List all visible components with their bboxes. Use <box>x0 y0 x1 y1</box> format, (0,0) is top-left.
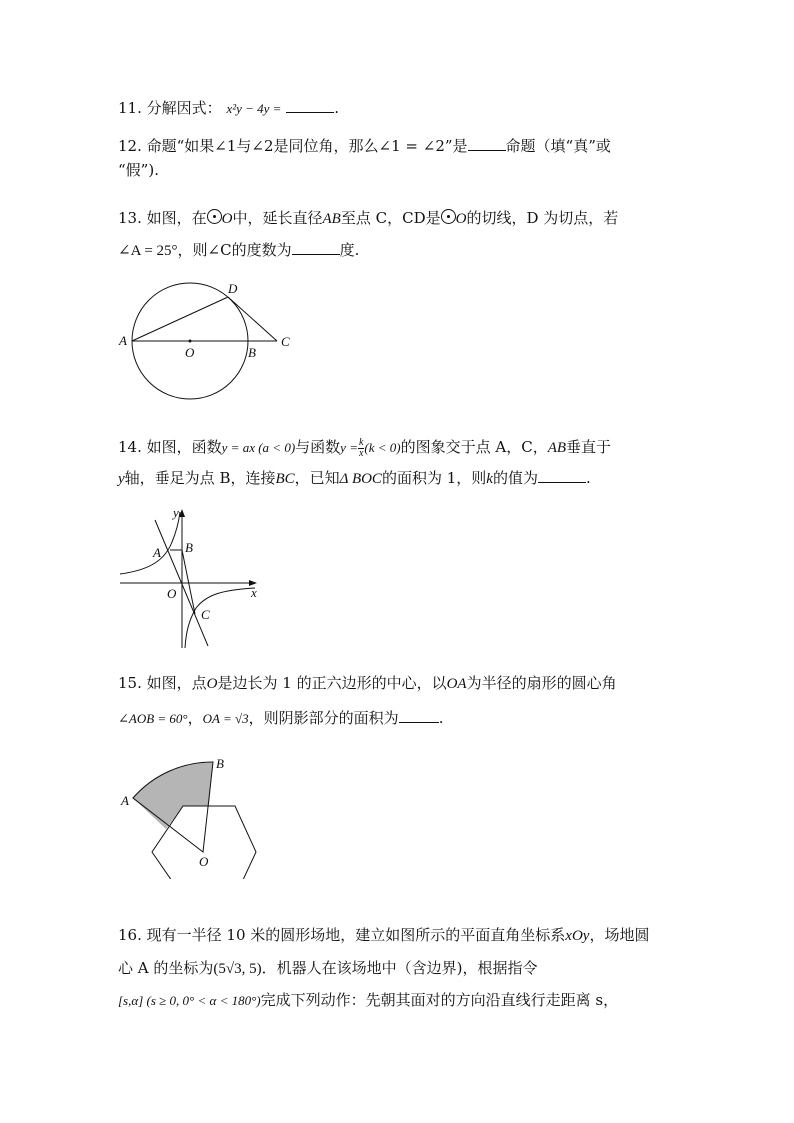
question-14-line2 <box>118 468 591 489</box>
question-text: 的图象交于点 A，C， <box>400 438 548 456</box>
math-expression: (k < 0) <box>364 440 401 455</box>
circle-symbol-icon <box>441 209 456 224</box>
math-expression: ∠AOB = 60° <box>118 711 188 726</box>
question-number: 16. <box>118 926 142 944</box>
fraction-denominator: x <box>358 447 364 459</box>
question-text: 至点 C，CD是 <box>340 209 441 227</box>
chord-ad <box>132 297 228 341</box>
question-text: ，则阴影部分的面积为 <box>248 709 399 727</box>
question-text: ， <box>187 709 203 727</box>
question-16-line3 <box>118 990 618 1011</box>
label-b: B <box>185 540 193 555</box>
hyperbola-branch-upper <box>120 512 180 574</box>
punctuation: . <box>585 469 591 487</box>
math-var: y <box>118 471 125 487</box>
label-d: D <box>228 281 238 296</box>
question-11 <box>118 98 339 119</box>
math-var: xOy <box>565 928 590 944</box>
question-text: ，则∠C的度数为 <box>177 241 292 259</box>
question-text: 垂直于 <box>566 438 612 456</box>
math-expression: y = ax (a < 0) <box>221 440 296 455</box>
math-var: BC <box>275 471 295 487</box>
label-y: y <box>173 505 179 520</box>
math-expression: (5√3, 5) <box>213 961 262 977</box>
segment-bc <box>182 550 195 614</box>
math-var: AB <box>322 211 341 227</box>
question-16 <box>118 925 649 946</box>
label-o: O <box>185 345 195 360</box>
answer-blank[interactable] <box>286 98 334 113</box>
question-text: 中，延长直径 <box>232 209 323 227</box>
question-text: 的面积为 1，则 <box>381 469 487 487</box>
answer-blank[interactable] <box>399 708 439 723</box>
question-number: 15. <box>118 674 142 692</box>
punctuation: . <box>334 99 340 117</box>
label-b: B <box>248 345 256 360</box>
question-13-line2 <box>118 240 359 261</box>
math-expression: Δ BOC <box>339 471 382 487</box>
tangent-dc <box>228 297 277 341</box>
hyperbola-branch-lower <box>185 588 255 648</box>
math-expression: x²y − 4y = <box>226 101 282 116</box>
label-a: A <box>153 545 161 560</box>
question-text: ．机器人在该场地中（含边界)，根据指令 <box>261 959 538 977</box>
question-15-line2 <box>118 708 443 729</box>
math-expression: ∠A = 25° <box>118 243 178 259</box>
math-var: k <box>486 471 493 487</box>
question-text: 如图，函数 <box>146 438 222 456</box>
answer-blank[interactable] <box>538 468 586 483</box>
question-text: 轴，垂足为点 B，连接 <box>124 469 276 487</box>
question-text: 度. <box>339 241 360 259</box>
label-o: O <box>199 854 209 869</box>
label-b: B <box>216 756 224 771</box>
math-expression: y = <box>340 440 358 455</box>
question-text: 心 A 的坐标为 <box>118 959 214 977</box>
math-var: AB <box>547 440 567 456</box>
circle-symbol-icon <box>207 209 222 224</box>
math-var: O <box>221 211 233 227</box>
label-x: x <box>251 585 257 600</box>
math-var: O <box>206 676 218 692</box>
math-var: OA <box>446 676 467 692</box>
label-a: A <box>119 333 127 348</box>
question-text: 如图，点 <box>146 674 207 692</box>
question-16-line2 <box>118 958 537 979</box>
label-c: C <box>281 334 290 349</box>
math-var: O <box>455 211 467 227</box>
question-text: 与函数 <box>295 438 341 456</box>
question-text: 分解因式： <box>146 99 222 117</box>
question-12-line2 <box>118 160 159 180</box>
question-number: 14. <box>118 438 142 456</box>
question-text: 是边长为 1 的正六边形的中心，以 <box>217 674 447 692</box>
hexagon-sector-figure <box>115 754 275 879</box>
math-expression: [s,α] (s ≥ 0, 0° < α < 180°) <box>118 993 261 1008</box>
circle-tangent-figure <box>115 278 300 400</box>
question-text: 命题“如果∠1与∠2是同位角，那么∠1 = ∠2”是 <box>146 137 468 155</box>
question-text: 的值为 <box>492 469 538 487</box>
question-12 <box>118 136 611 156</box>
question-14 <box>118 437 611 459</box>
question-text: 为半径的扇形的圆心角 <box>466 674 617 692</box>
question-text: 如图，在 <box>146 209 207 227</box>
question-text: 完成下列动作：先朝其面对的方向沿直线行走距离 s， <box>260 991 619 1009</box>
question-text: “假”). <box>118 161 159 179</box>
math-expression: OA = √3 <box>202 711 249 726</box>
shaded-region <box>133 762 213 829</box>
question-number: 13. <box>118 209 142 227</box>
question-number: 12. <box>118 137 142 155</box>
function-graph-figure <box>115 502 265 652</box>
question-text: 命题（填“真”或 <box>505 137 611 155</box>
question-text: 的切线，D 为切点，若 <box>466 209 619 227</box>
question-13 <box>118 208 618 229</box>
question-15 <box>118 673 617 694</box>
punctuation: . <box>438 709 444 727</box>
question-text: 现有一半径 10 米的圆形场地，建立如图所示的平面直角坐标系 <box>146 926 566 944</box>
answer-blank[interactable] <box>468 136 506 151</box>
answer-blank[interactable] <box>292 240 340 255</box>
label-c: C <box>201 607 210 622</box>
label-o: O <box>167 586 177 601</box>
question-number: 11. <box>118 99 142 117</box>
question-text: ，已知 <box>294 469 340 487</box>
question-text: ，场地圆 <box>589 926 650 944</box>
label-a: A <box>121 793 129 808</box>
center-point <box>189 340 192 343</box>
fraction-numerator: k <box>358 436 364 448</box>
